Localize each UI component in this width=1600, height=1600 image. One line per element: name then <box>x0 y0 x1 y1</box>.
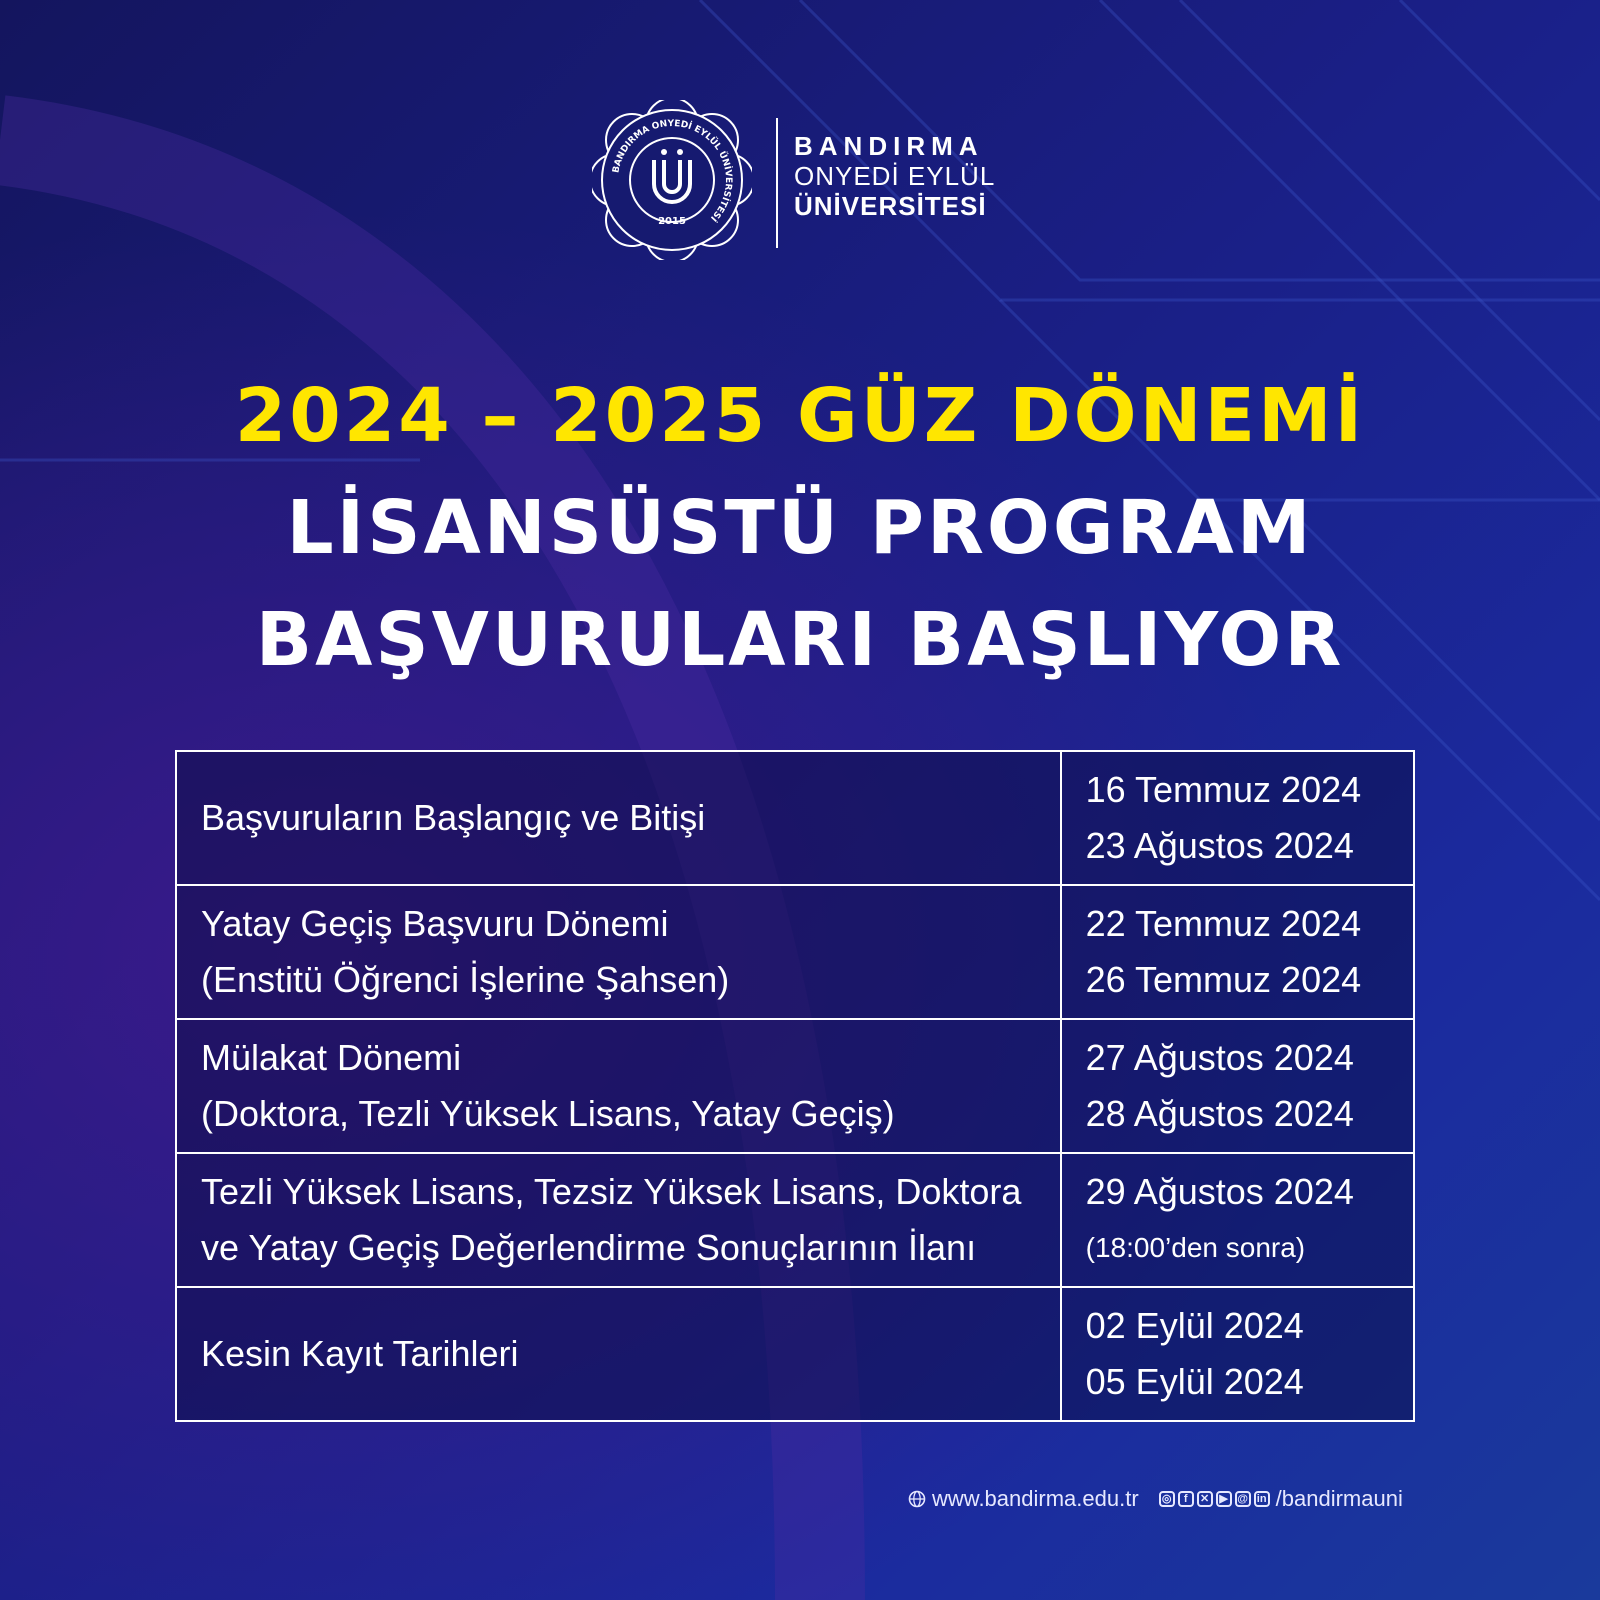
university-name <box>794 132 995 222</box>
youtube-icon[interactable]: ▶ <box>1216 1491 1232 1507</box>
date-start: 22 Temmuz 2024 <box>1085 903 1362 944</box>
headline-term: 2024 – 2025 GÜZ DÖNEMİ <box>234 373 1366 459</box>
row-label <box>176 751 1061 885</box>
globe-icon <box>908 1490 926 1508</box>
row-label <box>176 1019 1061 1153</box>
row-label-line: Yatay Geçiş Başvuru Dönemi <box>201 903 669 944</box>
facebook-icon[interactable]: f <box>1178 1491 1194 1507</box>
headline <box>0 360 1600 696</box>
table-row <box>176 1287 1414 1421</box>
date-start: 02 Eylül 2024 <box>1085 1305 1304 1346</box>
row-dates <box>1061 751 1414 885</box>
date-end: 05 Eylül 2024 <box>1085 1361 1304 1402</box>
date-end: 26 Temmuz 2024 <box>1085 959 1362 1000</box>
instagram-icon[interactable]: ◎ <box>1159 1491 1175 1507</box>
date-note: (18:00’den sonra) <box>1085 1232 1306 1263</box>
date-start: 29 Ağustos 2024 <box>1085 1171 1354 1212</box>
x-icon[interactable]: ✕ <box>1197 1491 1213 1507</box>
university-name-line1: BANDIRMA <box>794 131 984 161</box>
svg-text:2015: 2015 <box>658 216 686 227</box>
date-end: 23 Ağustos 2024 <box>1085 825 1354 866</box>
logo-divider <box>776 118 778 248</box>
row-label <box>176 885 1061 1019</box>
row-label-line: ve Yatay Geçiş Değerlendirme Sonuçlarının İlanı <box>201 1227 977 1268</box>
footer <box>908 1486 1403 1512</box>
university-seal-logo <box>592 100 752 260</box>
headline-status: BAŞVURULARI BAŞLIYOR <box>255 597 1345 683</box>
table-row <box>176 751 1414 885</box>
date-start: 27 Ağustos 2024 <box>1085 1037 1354 1078</box>
website-link[interactable]: www.bandirma.edu.tr <box>932 1486 1139 1511</box>
threads-icon[interactable]: @ <box>1235 1491 1251 1507</box>
svg-text:BANDIRMA ONYEDİ EYLÜL ÜNİVERSİ: BANDIRMA ONYEDİ EYLÜL ÜNİVERSİTESİ <box>611 118 734 223</box>
date-end: 28 Ağustos 2024 <box>1085 1093 1354 1134</box>
row-label-line: Başvuruların Başlangıç ve Bitişi <box>201 797 706 838</box>
social-icons <box>1159 1491 1270 1507</box>
row-label <box>176 1287 1061 1421</box>
row-dates <box>1061 1153 1414 1287</box>
row-label <box>176 1153 1061 1287</box>
row-label-line: Kesin Kayıt Tarihleri <box>201 1333 519 1374</box>
date-start: 16 Temmuz 2024 <box>1085 769 1362 810</box>
row-label-line: (Enstitü Öğrenci İşlerine Şahsen) <box>201 959 730 1000</box>
schedule-table <box>175 750 1415 1422</box>
row-dates <box>1061 1287 1414 1421</box>
social-handle: /bandirmauni <box>1275 1486 1403 1511</box>
row-label-line: Mülakat Dönemi <box>201 1037 462 1078</box>
table-row <box>176 885 1414 1019</box>
university-name-line2: ONYEDİ EYLÜL <box>794 160 996 191</box>
table-row <box>176 1019 1414 1153</box>
table-row <box>176 1153 1414 1287</box>
linkedin-icon[interactable]: in <box>1254 1491 1270 1507</box>
row-dates <box>1061 1019 1414 1153</box>
row-label-line: Tezli Yüksek Lisans, Tezsiz Yüksek Lisans, Doktora <box>201 1171 1022 1212</box>
row-dates <box>1061 885 1414 1019</box>
headline-program: LİSANSÜSTÜ PROGRAM <box>286 485 1314 571</box>
row-label-line: (Doktora, Tezli Yüksek Lisans, Yatay Geçiş) <box>201 1093 895 1134</box>
university-name-line3: ÜNİVERSİTESİ <box>794 190 987 221</box>
